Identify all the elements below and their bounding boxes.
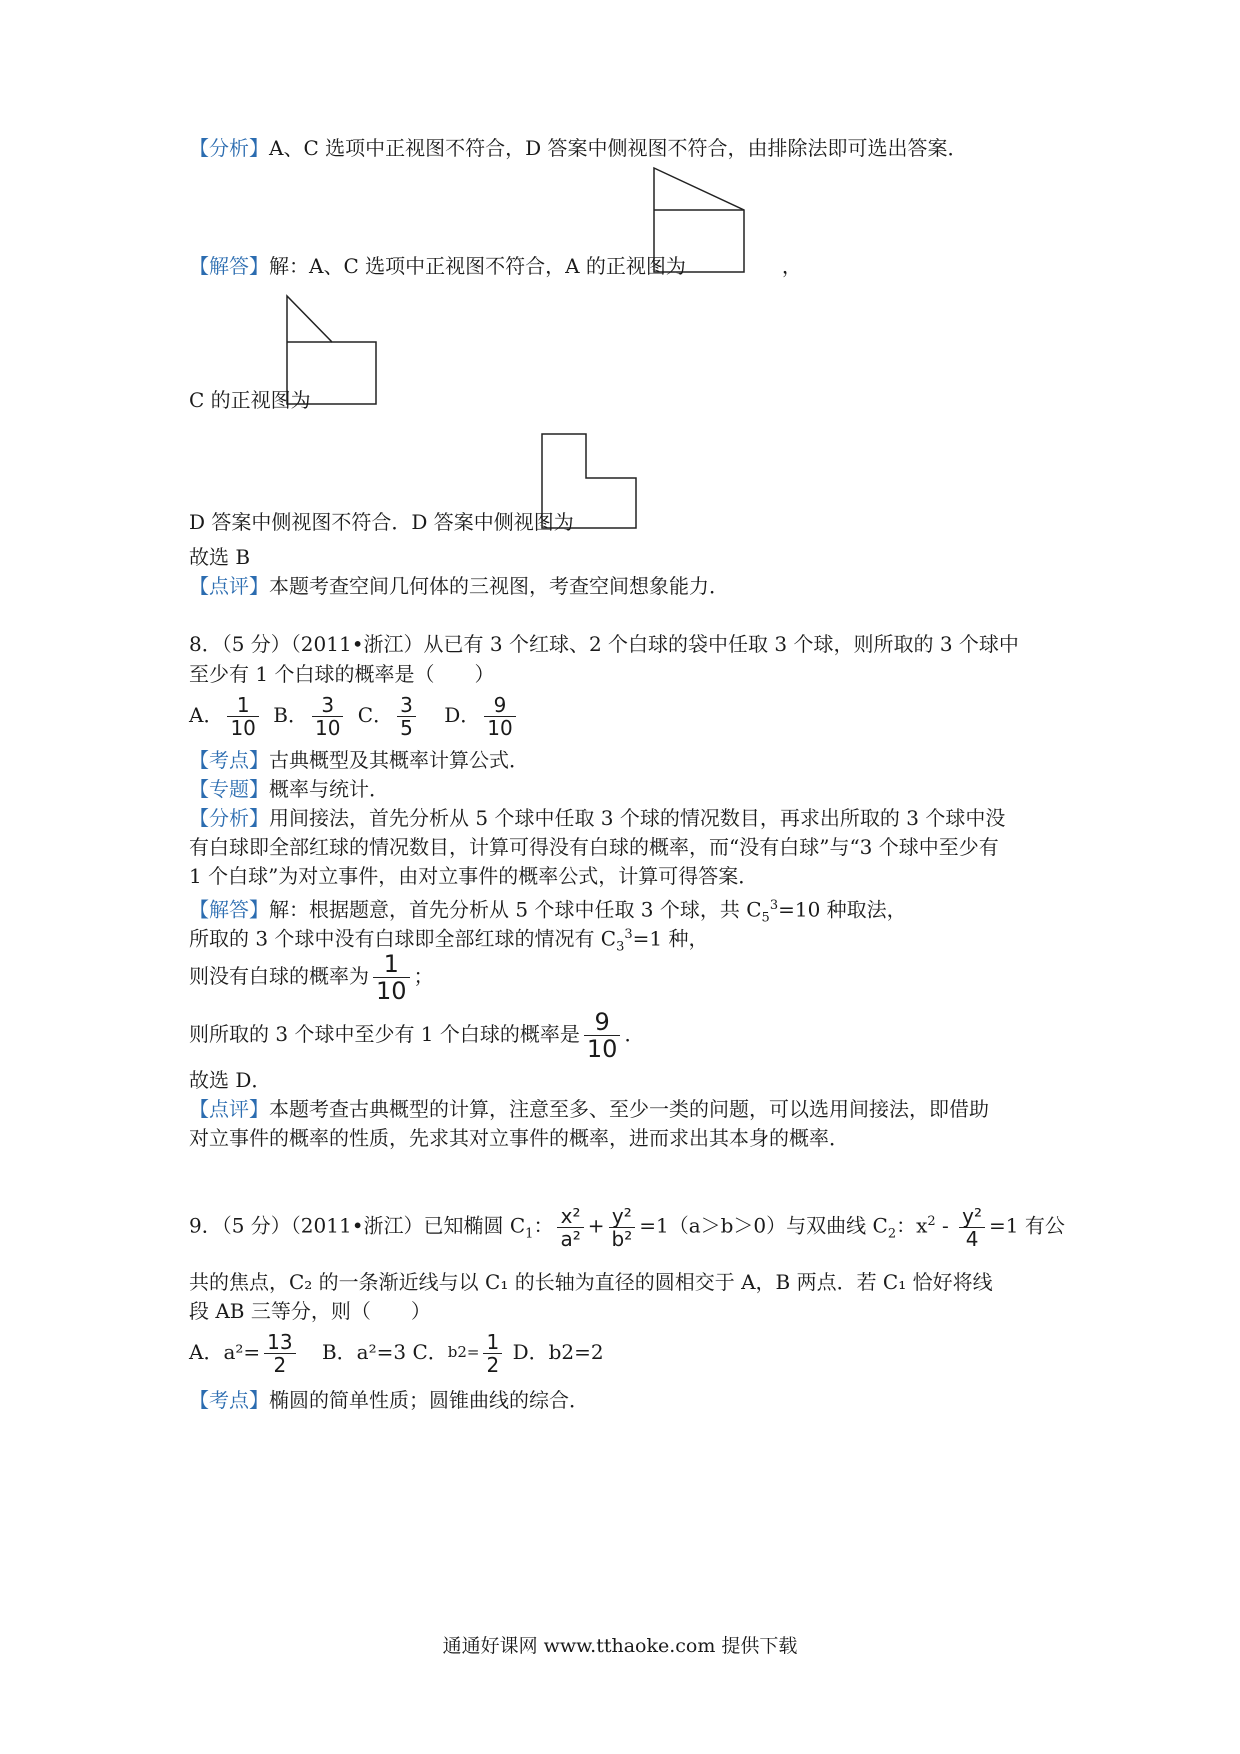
option-c: C．$^{b2=}$ $\frac{1}{2}$ — [412, 1340, 506, 1364]
option-a: A． $\frac{1}{10}$ — [189, 703, 263, 727]
option-c: C． $\frac{3}{5}$ — [358, 703, 420, 727]
q8-stem-1: 8．（5 分）（2011•浙江）从已有 3 个红球、2 个白球的袋中任取 3 个球，则所取的 3 个球中 — [189, 632, 1019, 656]
option-d: D． $\frac{9}{10}$ — [444, 703, 520, 727]
q8-analysis-3: 1 个白球”为对立事件，由对立事件的概率公式，计算可得答案． — [189, 864, 759, 888]
q7-choose: 故选 B — [189, 545, 251, 569]
analysis-tag: 【分析】 — [189, 136, 269, 160]
q8-options — [189, 690, 520, 740]
q8-zhuanti: 【专题】概率与统计． — [189, 777, 389, 801]
option-b: B． $\frac{3}{10}$ — [273, 703, 347, 727]
q8-comment-1: 【点评】本题考查古典概型的计算，注意至多、至少一类的问题，可以选用间接法，即借助 — [189, 1097, 989, 1121]
zhuanti-tag: 【专题】 — [189, 777, 269, 801]
solution-tag: 【解答】 — [189, 254, 269, 278]
option-d: D．b2=2 — [512, 1340, 604, 1364]
q8-solution-1: 【解答】解：根据题意，首先分析从 5 个球中任取 3 个球，共 $C_5^3=10$ 种取法， — [189, 897, 907, 926]
q8-analysis-2: 有白球即全部红球的情况数目，计算可得没有白球的概率，而“没有白球”与“3 个球中至少有 — [189, 835, 999, 859]
page-footer: 通通好课网 www.tthaoke.com 提供下载 — [442, 1635, 798, 1657]
q8-kaodian: 【考点】古典概型及其概率计算公式． — [189, 748, 529, 772]
q9-kaodian: 【考点】椭圆的简单性质；圆锥曲线的综合． — [189, 1388, 589, 1412]
q7-comment: 【点评】本题考查空间几何体的三视图，考查空间想象能力． — [189, 574, 729, 598]
q8-comment-2: 对立事件的概率的性质，先求其对立事件的概率，进而求出其本身的概率． — [189, 1126, 849, 1150]
q7-solution-a: 【解答】解：A、C 选项中正视图不符合，A 的正视图为 ， — [189, 254, 802, 278]
q9-options — [189, 1326, 604, 1378]
kaodian-tag: 【考点】 — [189, 1388, 269, 1412]
q7-solution-d: D 答案中侧视图不符合．D 答案中侧视图为 — [189, 510, 574, 534]
q9-stem-2: 共的焦点，C₂ 的一条渐近线与以 C₁ 的长轴为直径的圆相交于 A，B 两点．若 C₁ 恰好将线 — [189, 1270, 993, 1294]
q7-analysis: 【分析】A、C 选项中正视图不符合，D 答案中侧视图不符合，由排除法即可选出答案． — [189, 136, 968, 160]
option-b: B．a²=3 — [321, 1340, 407, 1364]
q8-stem-2: 至少有 1 个白球的概率是（ ） — [189, 662, 495, 686]
q9-stem-1: 9．（5 分）（2011•浙江）已知椭圆 $C_1$： $\frac{\text{x²}}{\text{a²}}$ + $\frac{\text{y²}}{\text{b²}}$ =1（a＞b＞0）与双曲线 $C_2$：$x^2$ - $\frac{\text{y²}}{4}$ =1 有公 — [189, 1203, 1065, 1251]
q8-analysis-1: 【分析】用间接法，首先分析从 5 个球中任取 3 个球的情况数目，再求出所取的 3 个球中没 — [189, 806, 1006, 830]
q8-solution-2: 所取的 3 个球中没有白球即全部红球的情况有 $C_3^3=1$ 种， — [189, 926, 709, 955]
comment-tag: 【点评】 — [189, 574, 269, 598]
q9-stem-3: 段 AB 三等分，则（ ） — [189, 1299, 431, 1323]
q8-choose: 故选 D． — [189, 1068, 272, 1092]
comment-tag: 【点评】 — [189, 1097, 269, 1121]
option-a: A．a²= $\frac{13}{2}$ — [189, 1340, 300, 1364]
q7-solution-c: C 的正视图为 — [189, 388, 311, 412]
analysis-tag: 【分析】 — [189, 806, 269, 830]
solution-tag: 【解答】 — [189, 897, 269, 922]
kaodian-tag: 【考点】 — [189, 748, 269, 772]
q8-solution-3: 则没有白球的概率为 $\frac{1}{10}$ ； — [189, 950, 434, 1005]
q8-solution-4: 则所取的 3 个球中至少有 1 个白球的概率是 $\frac{9}{10}$ ． — [189, 1008, 645, 1063]
